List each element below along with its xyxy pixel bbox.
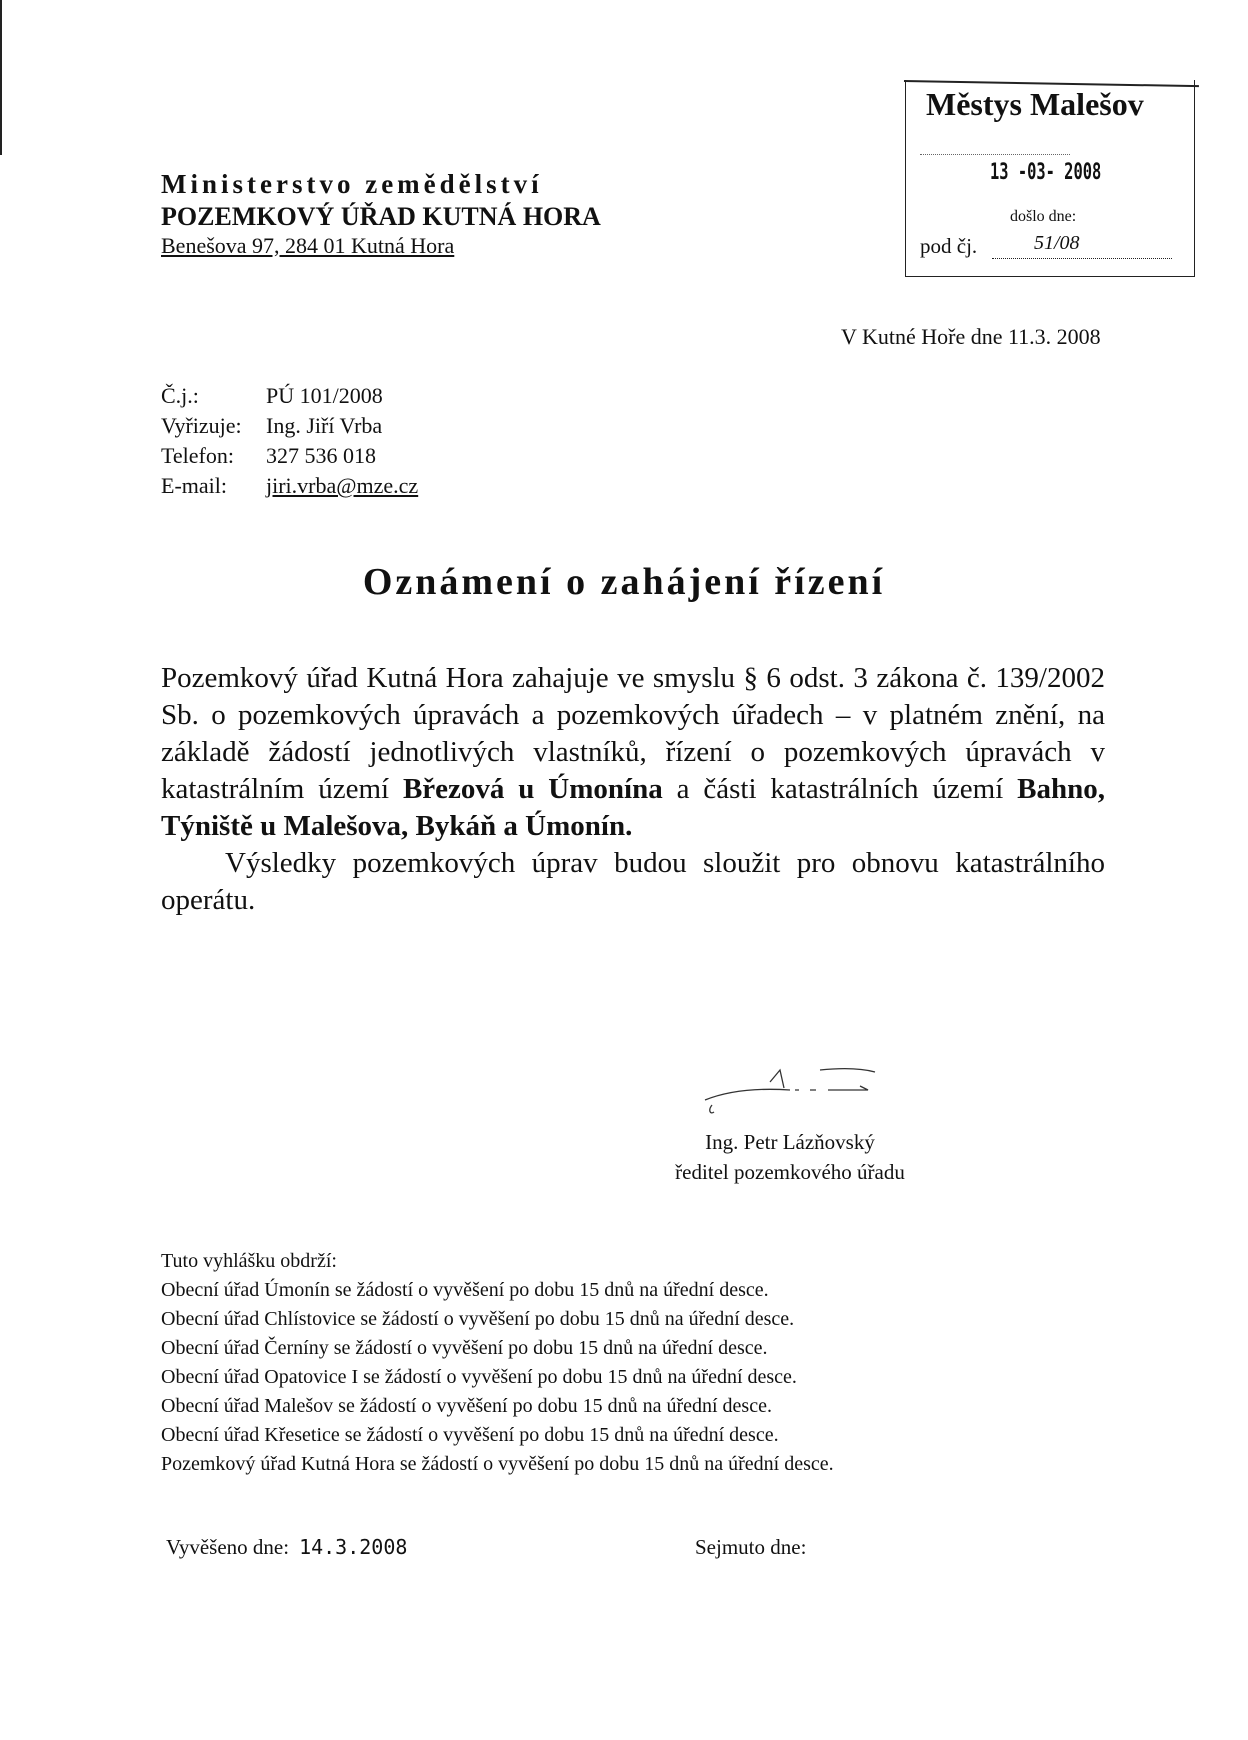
ref-label: Č.j.: <box>161 383 199 408</box>
signature-block <box>660 1127 920 1187</box>
body-text: a části katastrálních území <box>662 773 1018 805</box>
ref-label: E-mail: <box>161 473 227 498</box>
ref-row <box>161 411 418 441</box>
posted-date-field <box>166 1535 407 1560</box>
letterhead <box>161 168 601 259</box>
email-link[interactable]: jiri.vrba@mze.cz <box>266 473 419 498</box>
ref-label: Telefon: <box>161 443 234 468</box>
letter-date: V Kutné Hoře dne 11.3. 2008 <box>841 324 1101 349</box>
list-item: Obecní úřad Úmonín se žádostí o vyvěšení po dobu 15 dnů na úřední desce. <box>161 1279 769 1301</box>
office-address: Benešova 97, 284 01 Kutná Hora <box>161 232 455 258</box>
stamp-date: 13 -03- 2008 <box>990 160 1102 185</box>
received-stamp <box>905 80 1195 277</box>
ministry-name: Ministerstvo zemědělství <box>161 169 543 199</box>
stamp-title: Městys Malešov <box>926 86 1144 122</box>
stamp-dotted-line <box>920 154 1070 155</box>
ref-value: 327 536 018 <box>266 443 376 468</box>
list-item: Obecní úřad Chlístovice se žádostí o vyvěšení po dobu 15 dnů na úřední desce. <box>161 1308 795 1330</box>
ref-row <box>161 381 418 411</box>
ref-value: Ing. Jiří Vrba <box>266 413 383 438</box>
stamp-received-label: došlo dne: <box>1010 208 1077 225</box>
list-item: Pozemkový úřad Kutná Hora se žádostí o vyvěšení po dobu 15 dnů na úřední desce. <box>161 1453 834 1475</box>
ref-row <box>161 471 418 501</box>
recipient-list <box>161 1247 834 1479</box>
document-body <box>161 660 1105 919</box>
office-name: POZEMKOVÝ ÚŘAD KUTNÁ HORA <box>161 201 601 231</box>
stamp-ref-value: 51/08 <box>1034 232 1080 254</box>
ref-row <box>161 441 418 471</box>
body-text: Pozemkový úřad Kutná Hora zahajuje ve smyslu § 6 odst. 3 zákona č. 139/2002 Sb. o pozemkových úpravách a pozemkových úřadech – v platném znění, na základě žádostí jednotlivých vlastníků, řízení o pozemkových úpravách v katastrálním území <box>161 662 1105 805</box>
body-paragraph <box>161 660 1105 845</box>
recipient-heading: Tuto vyhlášku obdrží: <box>161 1250 337 1272</box>
list-item: Obecní úřad Černíny se žádostí o vyvěšení po dobu 15 dnů na úřední desce. <box>161 1337 768 1359</box>
signer-role: ředitel pozemkového úřadu <box>675 1160 905 1184</box>
reference-block <box>161 381 418 501</box>
ref-value: PÚ 101/2008 <box>266 383 383 408</box>
stamp-ref-line <box>992 258 1172 259</box>
stamp-ref-label: pod čj. <box>920 234 978 258</box>
removed-label: Sejmuto dne: <box>695 1535 807 1559</box>
signer-name: Ing. Petr Lázňovský <box>705 1130 875 1154</box>
list-item: Obecní úřad Opatovice I se žádostí o vyvěšení po dobu 15 dnů na úřední desce. <box>161 1366 797 1388</box>
posted-value: 14.3.2008 <box>299 1535 408 1559</box>
list-item: Obecní úřad Křesetice se žádostí o vyvěšení po dobu 15 dnů na úřední desce. <box>161 1424 779 1446</box>
signature-scribble <box>700 1060 920 1120</box>
body-bold-areas: Bahno, Týniště u Malešova, Bykáň a Úmonín. <box>161 773 1106 842</box>
list-item: Obecní úřad Malešov se žádostí o vyvěšení po dobu 15 dnů na úřední desce. <box>161 1395 772 1417</box>
document-title: Oznámení o zahájení řízení <box>362 561 886 603</box>
body-bold-area: Březová u Úmonína <box>402 773 663 805</box>
body-paragraph: Výsledky pozemkových úprav budou sloužit pro obnovu katastrálního operátu. <box>161 847 1105 916</box>
removed-date-field <box>695 1535 806 1560</box>
posted-label: Vyvěšeno dne: <box>166 1535 290 1559</box>
ref-label: Vyřizuje: <box>161 413 242 438</box>
scan-edge-line <box>0 0 2 155</box>
